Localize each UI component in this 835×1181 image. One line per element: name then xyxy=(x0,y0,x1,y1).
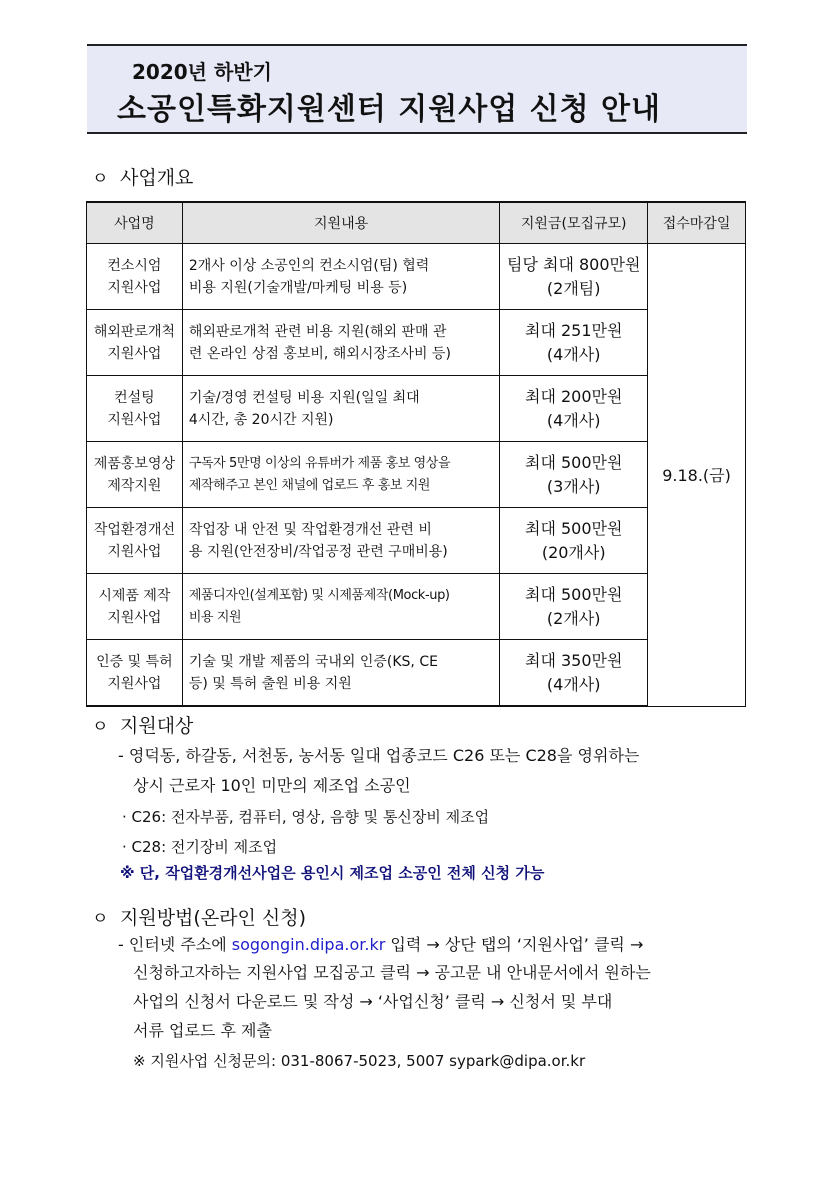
table-row xyxy=(87,640,746,707)
method-line: 신청하고자하는 지원사업 모집공고 클릭 → 공고문 내 안내문서에서 원하는 xyxy=(133,963,651,982)
table-row xyxy=(87,310,746,376)
section-title: 사업개요 xyxy=(120,167,194,189)
program-amount: 최대 251만원 (4개사) xyxy=(500,310,648,376)
column-header: 사업명 xyxy=(87,202,183,244)
table-row xyxy=(87,244,746,310)
column-header: 지원내용 xyxy=(182,202,499,244)
page-subtitle: 2020년 하반기 xyxy=(132,60,272,84)
table-row xyxy=(87,376,746,442)
program-content: 2개사 이상 소공인의 컨소시엄(팀) 협력 비용 지원(기술개발/마케팅 비용 등) xyxy=(182,244,499,310)
program-content: 구독자 5만명 이상의 유튜버가 제품 홍보 영상을 제작해주고 본인 채널에 업로드 후 홍보 지원 xyxy=(182,442,499,508)
program-name: 컨소시엄 지원사업 xyxy=(87,244,183,310)
program-name: 해외판로개척 지원사업 xyxy=(87,310,183,376)
contact-info: ※ 지원사업 신청문의: 031-8067-5023, 5007 sypark@dipa.or.kr xyxy=(133,1052,586,1070)
section-title: 지원대상 xyxy=(120,715,194,737)
column-header: 지원금(모집규모) xyxy=(500,202,648,244)
section-bullet: ㅇ xyxy=(92,717,109,737)
application-deadline: 9.18.(금) xyxy=(648,244,746,707)
program-content: 기술 및 개발 제품의 국내외 인증(KS, CE 등) 및 특허 출원 비용 지원 xyxy=(182,640,499,707)
site-url-link[interactable]: sogongin.dipa.or.kr xyxy=(231,935,386,954)
program-amount: 최대 500만원 (3개사) xyxy=(500,442,648,508)
program-amount: 최대 500만원 (2개사) xyxy=(500,574,648,640)
program-content: 기술/경영 컨설팅 비용 지원(일일 최대 4시간, 총 20시간 지원) xyxy=(182,376,499,442)
target-c28: · C28: 전기장비 제조업 xyxy=(122,838,278,856)
method-line: 서류 업로드 후 제출 xyxy=(133,1021,272,1040)
section-bullet: ㅇ xyxy=(92,909,109,929)
program-amount: 팀당 최대 800만원 (2개팀) xyxy=(500,244,648,310)
program-amount: 최대 500만원 (20개사) xyxy=(500,508,648,574)
section-title: 지원방법(온라인 신청) xyxy=(120,907,307,929)
section-method-heading xyxy=(92,903,306,930)
section-bullet: ㅇ xyxy=(92,169,109,189)
target-note: ※ 단, 작업환경개선사업은 용인시 제조업 소공인 전체 신청 가능 xyxy=(120,864,545,882)
target-c26: · C26: 전자부품, 컴퓨터, 영상, 음향 및 통신장비 제조업 xyxy=(122,808,490,826)
support-program-table xyxy=(86,201,746,707)
program-content: 제품디자인(설계포함) 및 시제품제작(Mock-up) 비용 지원 xyxy=(182,574,499,640)
program-content: 해외판로개척 관련 비용 지원(해외 판매 관 련 온라인 상점 홍보비, 해외시장조사비 등) xyxy=(182,310,499,376)
program-name: 컨설팅 지원사업 xyxy=(87,376,183,442)
method-line: - 인터넷 주소에 sogongin.dipa.or.kr 입력 → 상단 탭의 ‘지원사업’ 클릭 → xyxy=(118,935,644,954)
program-content: 작업장 내 안전 및 작업환경개선 관련 비 용 지원(안전장비/작업공정 관련 구매비용) xyxy=(182,508,499,574)
program-name: 제품홍보영상 제작지원 xyxy=(87,442,183,508)
program-amount: 최대 200만원 (4개사) xyxy=(500,376,648,442)
page-title: 소공인특화지원센터 지원사업 신청 안내 xyxy=(117,92,661,127)
target-line: - 영덕동, 하갈동, 서천동, 농서동 일대 업종코드 C26 또는 C28을 영위하는 xyxy=(118,746,640,765)
title-banner xyxy=(87,44,747,134)
program-name: 시제품 제작 지원사업 xyxy=(87,574,183,640)
program-amount: 최대 350만원 (4개사) xyxy=(500,640,648,707)
column-header: 접수마감일 xyxy=(648,202,746,244)
table-row xyxy=(87,508,746,574)
method-line: 사업의 신청서 다운로드 및 작성 → ‘사업신청’ 클릭 → 신청서 및 부대 xyxy=(133,992,613,1011)
section-target-heading xyxy=(92,711,193,738)
target-line: 상시 근로자 10인 미만의 제조업 소공인 xyxy=(133,776,411,795)
program-name: 작업환경개선 지원사업 xyxy=(87,508,183,574)
table-header-row xyxy=(87,202,746,244)
table-row xyxy=(87,574,746,640)
table-row xyxy=(87,442,746,508)
program-name: 인증 및 특허 지원사업 xyxy=(87,640,183,707)
section-overview-heading xyxy=(92,163,193,190)
